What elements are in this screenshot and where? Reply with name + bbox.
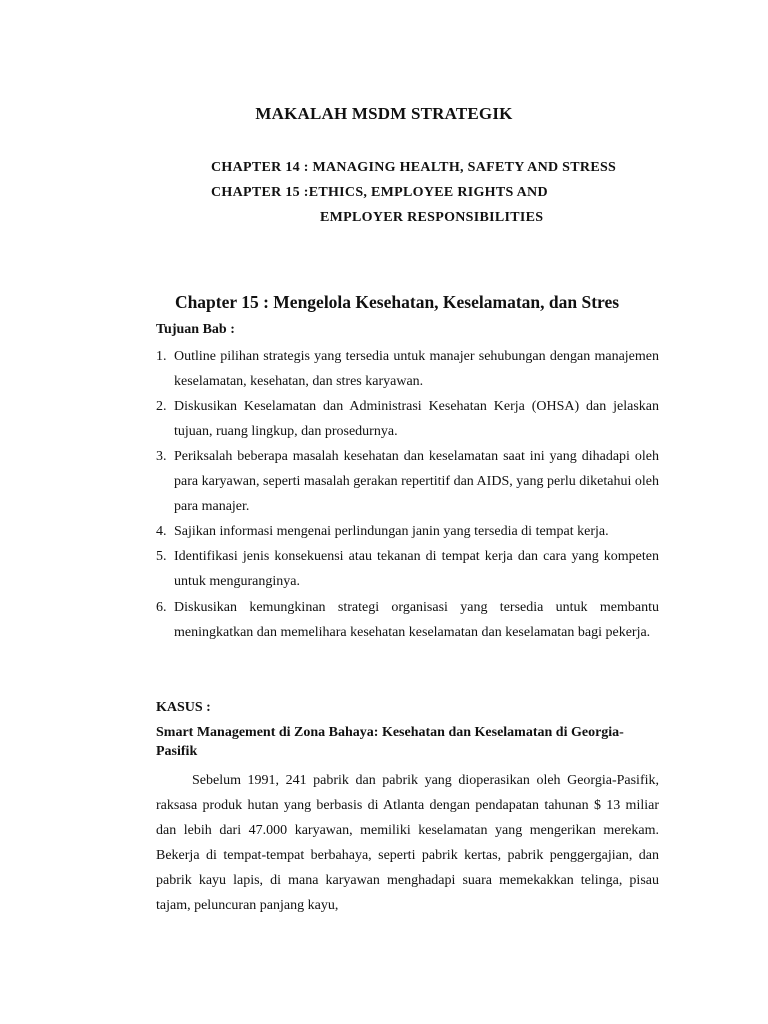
objective-number: 2.	[156, 399, 167, 414]
objective-number: 6.	[156, 600, 167, 615]
objective-text: Outline pilihan strategis yang tersedia untuk manajer sehubungan dengan manajemen keselamatan, kesehatan, dan stres karyawan.	[174, 349, 659, 389]
case-title: Smart Management di Zona Bahaya: Kesehatan dan Keselamatan di Georgia-Pasifik	[156, 725, 624, 759]
objectives-label: Tujuan Bab :	[156, 322, 235, 337]
objective-item	[156, 544, 659, 594]
document-title: MAKALAH MSDM STRATEGIK	[255, 104, 513, 123]
objective-item	[156, 394, 659, 444]
case-label: KASUS :	[156, 700, 211, 715]
objective-number: 5.	[156, 549, 167, 564]
objective-item	[156, 519, 659, 544]
objective-text: Diskusikan Keselamatan dan Administrasi Kesehatan Kerja (OHSA) dan jelaskan tujuan, ruang lingkup, dan prosedurnya.	[174, 399, 659, 439]
objective-text: Sajikan informasi mengenai perlindungan janin yang tersedia di tempat kerja.	[174, 524, 609, 539]
objective-item	[156, 595, 659, 645]
objective-text: Identifikasi jenis konsekuensi atau tekanan di tempat kerja dan cara yang kompeten untuk menguranginya.	[174, 549, 659, 589]
objective-text: Periksalah beberapa masalah kesehatan dan keselamatan saat ini yang dihadapi oleh para karyawan, seperti masalah gerakan repertitif dan AIDS, yang perlu diketahui oleh para manajer.	[174, 449, 659, 514]
section-heading: Chapter 15 : Mengelola Kesehatan, Keselamatan, dan Stres	[174, 292, 620, 312]
case-paragraph: Sebelum 1991, 241 pabrik dan pabrik yang dioperasikan oleh Georgia-Pasifik, raksasa produk hutan yang berbasis di Atlanta dengan pendapatan tahunan $ 13 miliar dan lebih dari 47.000 karyawan, memiliki keselamatan yang mengerikan merekam. Bekerja di tempat-tempat berbahaya, seperti pabrik kertas, pabrik penggergajian, dan pabrik kayu lapis, di mana karyawan menghadapi suara memekakkan telinga, pisau tajam, peluncuran panjang kayu,	[156, 773, 659, 913]
objective-item	[156, 444, 659, 519]
objective-number: 4.	[156, 524, 167, 539]
objective-number: 3.	[156, 449, 167, 464]
objective-item	[156, 344, 659, 394]
chapter-14-heading: CHAPTER 14 : MANAGING HEALTH, SAFETY AND STRESS	[211, 160, 617, 175]
objective-number: 1.	[156, 349, 167, 364]
chapter-15-heading-line1: CHAPTER 15 :ETHICS, EMPLOYEE RIGHTS AND	[211, 185, 548, 200]
chapter-15-heading-line2: EMPLOYER RESPONSIBILITIES	[320, 210, 544, 225]
objective-text: Diskusikan kemungkinan strategi organisasi yang tersedia untuk membantu meningkatkan dan memelihara kesehatan keselamatan dan keselamatan bagi pekerja.	[174, 600, 659, 640]
